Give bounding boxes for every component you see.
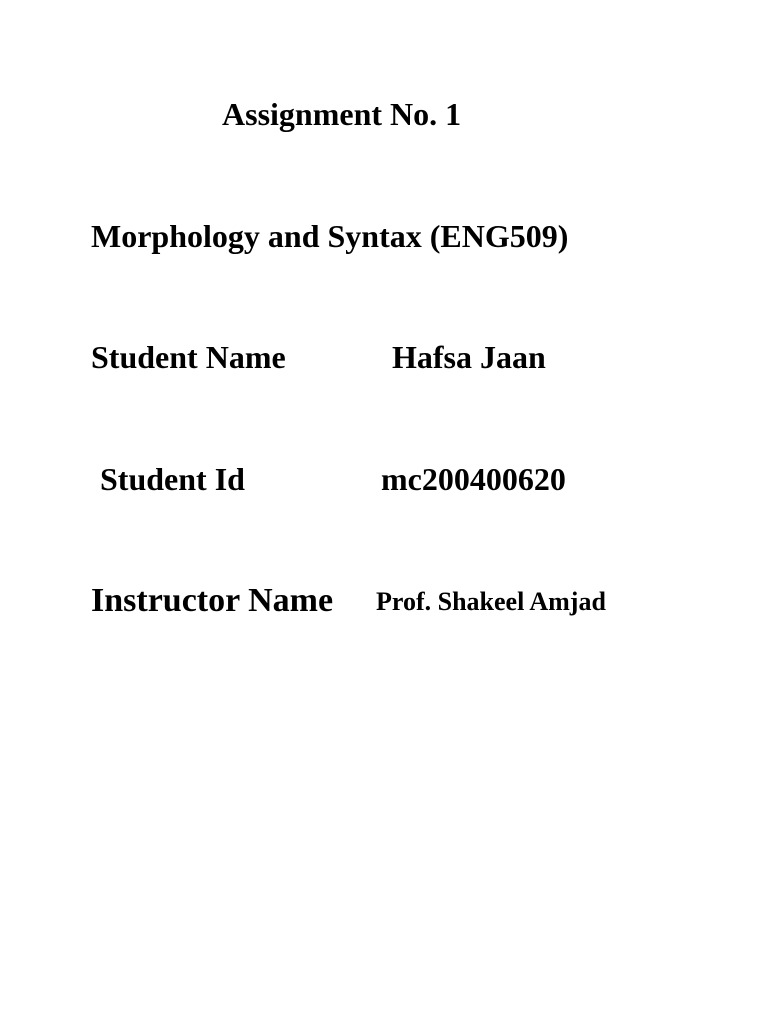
instructor-name-value: Prof. Shakeel Amjad [376, 587, 606, 616]
student-name-label: Student Name [91, 339, 286, 375]
course-name: Morphology and Syntax (ENG509) [91, 218, 569, 254]
student-id-label: Student Id [100, 461, 245, 497]
assignment-title: Assignment No. 1 [222, 96, 462, 132]
student-name-value: Hafsa Jaan [392, 339, 546, 375]
instructor-name-label: Instructor Name [91, 582, 334, 619]
student-id-value: mc200400620 [381, 461, 566, 497]
